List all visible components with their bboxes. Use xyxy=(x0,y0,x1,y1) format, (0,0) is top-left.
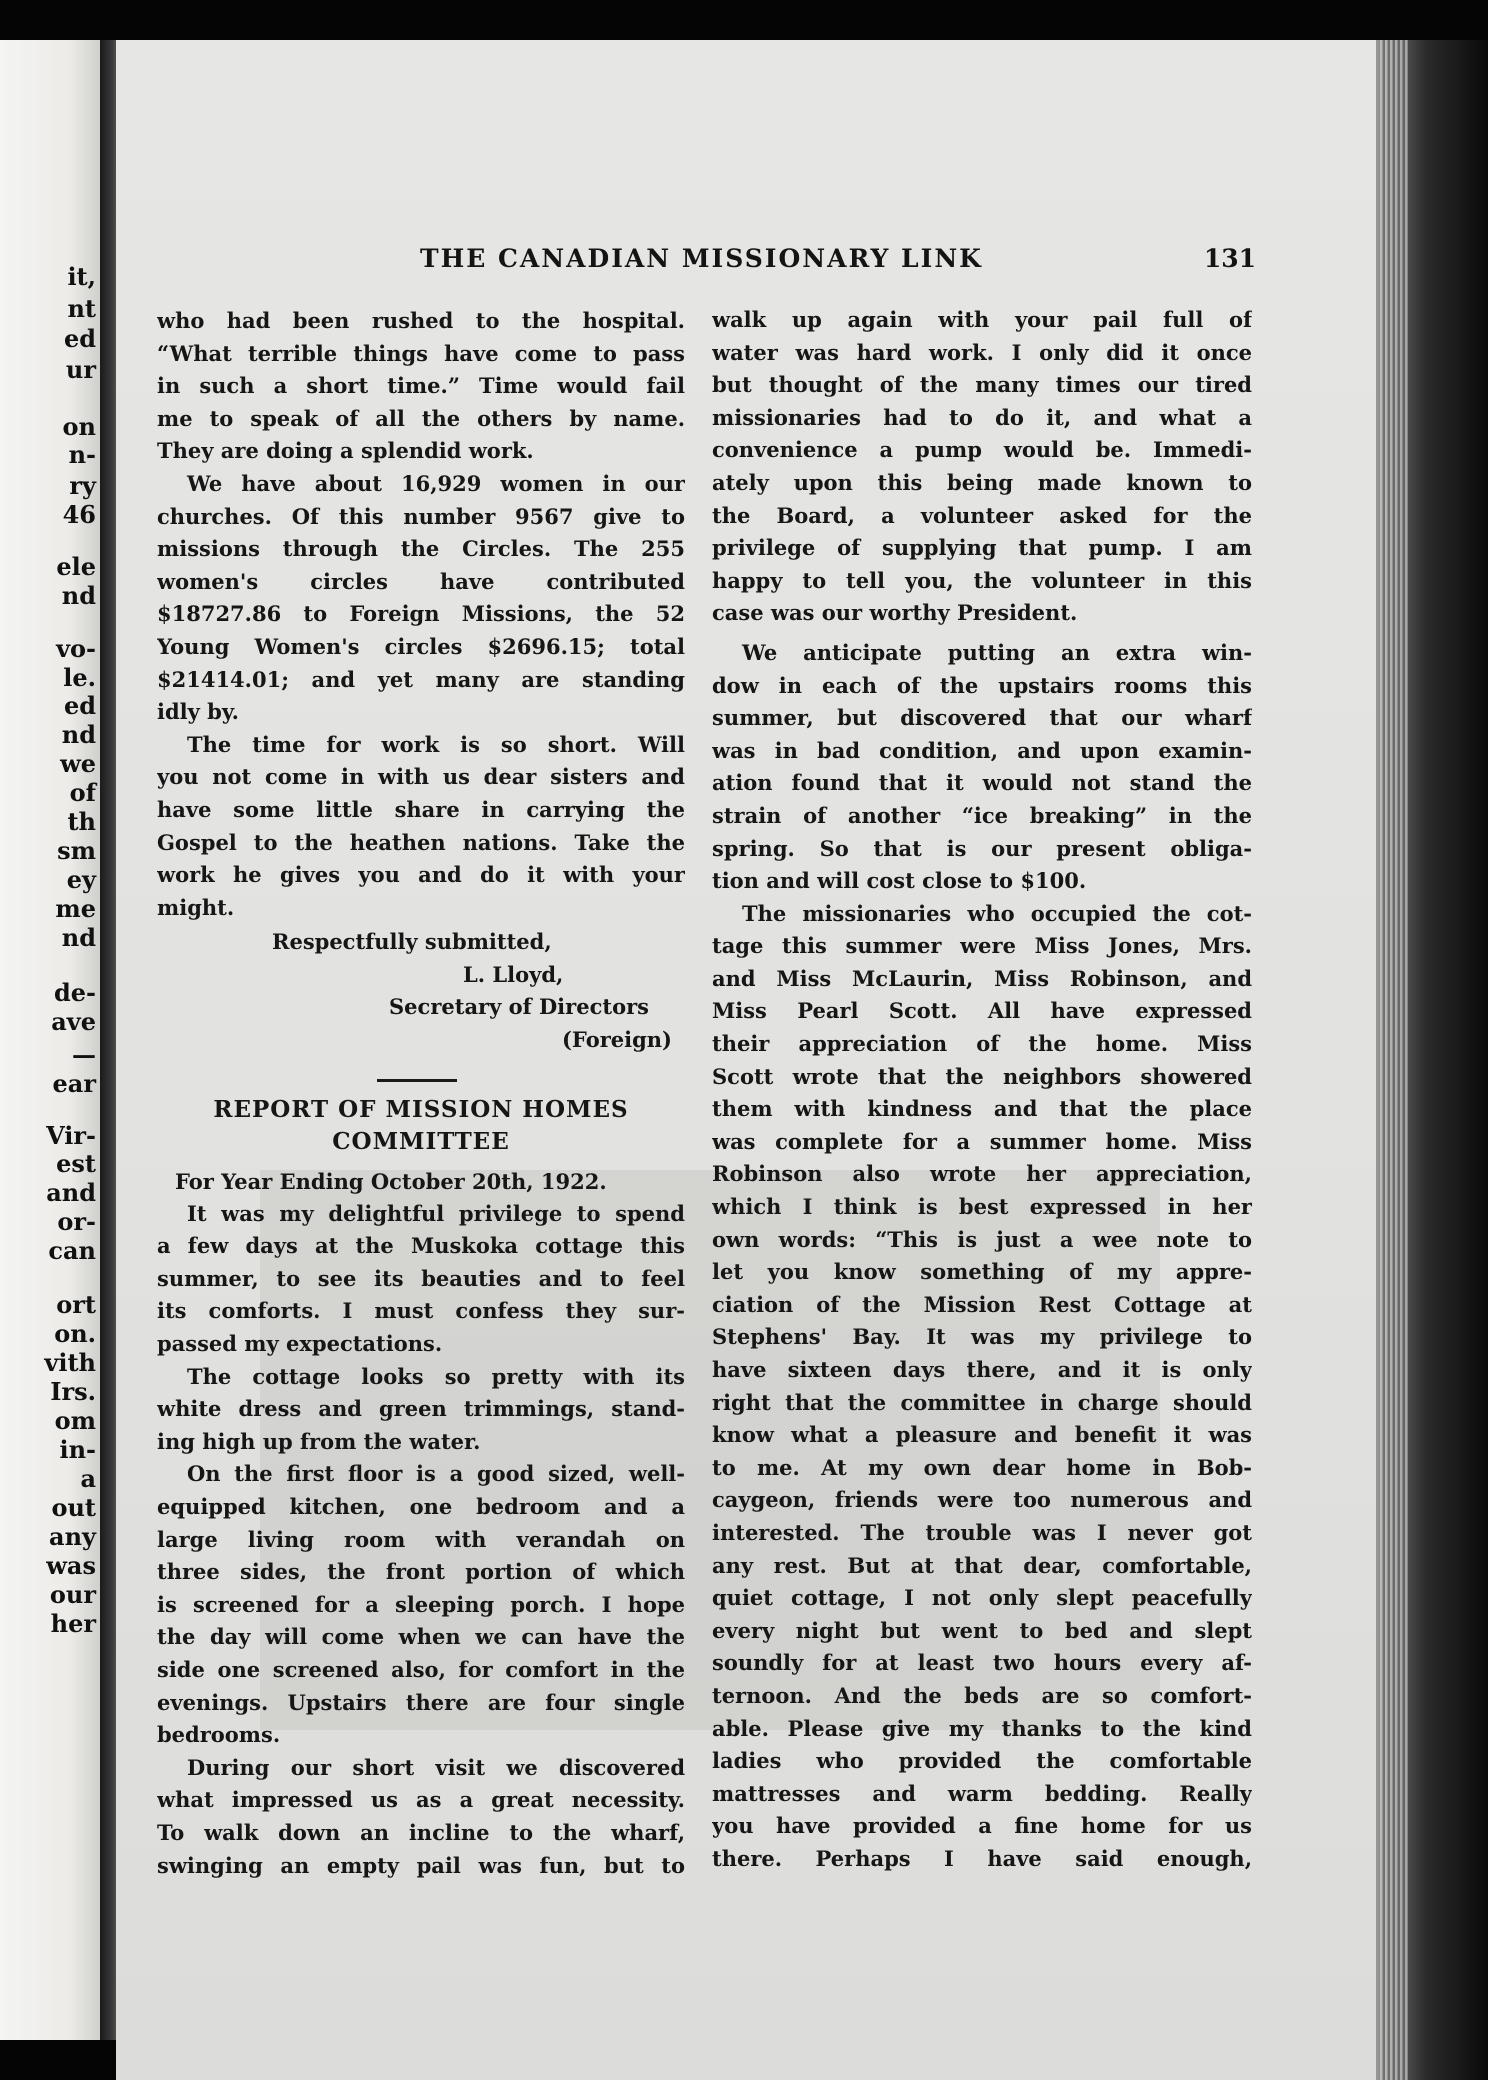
adjacent-page-fragment: on. xyxy=(54,1319,96,1348)
adjacent-page-fragment: nd xyxy=(61,923,96,952)
text-line: To walk down an incline to the wharf, xyxy=(157,1819,685,1845)
signature-name: L. Lloyd, xyxy=(463,961,564,987)
adjacent-page-fragment: ed xyxy=(63,324,96,353)
adjacent-page-fragment: and xyxy=(46,1178,96,1207)
text-line: We anticipate putting an extra win- xyxy=(742,639,1252,665)
text-line: right that the committee in charge should xyxy=(712,1389,1252,1415)
adjacent-page-fragment: ur xyxy=(65,355,96,384)
adjacent-page-fragment: le. xyxy=(63,663,96,692)
text-line: $21414.01; and yet many are standing xyxy=(157,666,685,692)
text-line: white dress and green trimmings, stand- xyxy=(157,1396,685,1422)
text-line: me to speak of all the others by name. xyxy=(157,405,685,431)
section-subheading: For Year Ending October 20th, 1922. xyxy=(175,1168,607,1194)
adjacent-page-fragment: we xyxy=(60,749,96,778)
adjacent-page-fragment: Vir- xyxy=(46,1121,96,1150)
text-line: During our short visit we discovered xyxy=(187,1754,685,1780)
adjacent-page-fragment: in- xyxy=(59,1435,96,1464)
text-line: women's circles have contributed xyxy=(157,568,685,594)
adjacent-page-fragment: out xyxy=(51,1493,96,1522)
text-line: quiet cottage, I not only slept peacefully xyxy=(712,1585,1252,1611)
text-line: missionaries had to do it, and what a xyxy=(712,404,1252,430)
paragraph-hospital xyxy=(157,305,685,468)
adjacent-page-fragment: ry xyxy=(69,471,96,500)
text-line: The cottage looks so pretty with its xyxy=(187,1363,685,1389)
adjacent-page-fragment: her xyxy=(50,1609,96,1638)
text-line: Gospel to the heathen nations. Take the xyxy=(157,829,685,855)
text-line: the Board, a volunteer asked for the xyxy=(712,502,1252,528)
adjacent-page-fragment: — xyxy=(72,1040,96,1069)
adjacent-page-fragment: ed xyxy=(63,691,96,720)
adjacent-page-fragment: nd xyxy=(61,720,96,749)
adjacent-page-edge xyxy=(0,40,100,2040)
text-line: churches. Of this number 9567 give to xyxy=(157,503,685,529)
text-line: “What terrible things have come to pass xyxy=(157,340,685,366)
adjacent-page-fragment: or- xyxy=(57,1207,96,1236)
adjacent-page-fragment: de- xyxy=(53,978,96,1007)
adjacent-page-fragment: any xyxy=(49,1522,96,1551)
adjacent-page-fragment: vo- xyxy=(56,634,96,663)
text-line: It was my delightful privilege to spend xyxy=(187,1200,685,1226)
text-line: have some little share in carrying the xyxy=(157,796,685,822)
adjacent-page-fragment: ear xyxy=(52,1069,96,1098)
adjacent-page-fragment: our xyxy=(49,1580,96,1609)
adjacent-page-fragment: ave xyxy=(51,1007,96,1036)
signature-title: Secretary of Directors xyxy=(389,994,649,1020)
header-title: THE CANADIAN MISSIONARY LINK xyxy=(420,244,983,273)
text-line: ciation of the Mission Rest Cottage at xyxy=(712,1291,1252,1317)
text-line: mattresses and warm bedding. Really xyxy=(712,1780,1252,1806)
text-line: might. xyxy=(157,894,235,920)
text-line: Robinson also wrote her appreciation, xyxy=(712,1161,1252,1187)
text-line: work he gives you and do it with your xyxy=(157,862,685,888)
text-line: evenings. Upstairs there are four single xyxy=(157,1689,685,1715)
text-line: happy to tell you, the volunteer in this xyxy=(712,567,1252,593)
text-line: let you know something of my appre- xyxy=(712,1259,1252,1285)
paragraph-cottage-look xyxy=(157,1361,685,1459)
paragraph-pump xyxy=(712,304,1252,630)
text-line: own words: “This is just a wee note to xyxy=(712,1226,1252,1252)
adjacent-page-fragment: can xyxy=(48,1236,96,1265)
adjacent-page-fragment: est xyxy=(56,1149,96,1178)
signature-block xyxy=(157,926,685,1056)
text-line: is screened for a sleeping porch. I hope xyxy=(157,1591,685,1617)
page-number: 131 xyxy=(1203,244,1256,273)
signature-closing: Respectfully submitted, xyxy=(272,929,552,955)
left-column xyxy=(157,305,685,1882)
text-line: bedrooms. xyxy=(157,1722,281,1748)
adjacent-page-fragment: 46 xyxy=(62,500,96,529)
adjacent-page-fragment: it, xyxy=(67,262,96,291)
text-line: privilege of supplying that pump. I am xyxy=(712,535,1252,561)
adjacent-page-fragment: nt xyxy=(67,294,96,323)
text-line: a few days at the Muskoka cottage this xyxy=(157,1233,685,1259)
text-line: Stephens' Bay. It was my privilege to xyxy=(712,1324,1252,1350)
right-column xyxy=(712,304,1252,1876)
section-title-line-1: REPORT OF MISSION HOMES xyxy=(213,1095,629,1123)
text-line: any rest. But at that dear, comfortable, xyxy=(712,1552,1252,1578)
section-divider xyxy=(377,1079,457,1082)
paragraph-muskoka-visit xyxy=(157,1198,685,1361)
adjacent-page-fragment: th xyxy=(67,807,96,836)
text-line: three sides, the front portion of which xyxy=(157,1559,685,1585)
text-line: summer, to see its beauties and to feel xyxy=(157,1265,685,1291)
adjacent-page-fragment: ort xyxy=(56,1290,96,1319)
paragraph-necessity xyxy=(157,1752,685,1882)
text-line: walk up again with your pail full of xyxy=(712,307,1252,332)
text-line: know what a pleasure and benefit it was xyxy=(712,1422,1252,1448)
text-line: On the first floor is a good sized, well- xyxy=(187,1461,685,1487)
text-line: idly by. xyxy=(157,699,239,725)
text-line: you have provided a fine home for us xyxy=(712,1813,1252,1839)
text-line: strain of another “ice breaking” in the xyxy=(712,802,1252,828)
text-line: have sixteen days there, and it is only xyxy=(712,1357,1252,1382)
text-line: and Miss McLaurin, Miss Robinson, and xyxy=(712,965,1252,991)
text-line: tage this summer were Miss Jones, Mrs. xyxy=(712,933,1252,959)
text-line: was in bad condition, and upon examin- xyxy=(712,737,1252,763)
adjacent-page-fragment: vith xyxy=(44,1348,96,1377)
text-line: interested. The trouble was I never got xyxy=(712,1519,1252,1545)
text-line: was complete for a summer home. Miss xyxy=(712,1128,1252,1154)
text-line: dow in each of the upstairs rooms this xyxy=(712,672,1252,698)
adjacent-page-fragment: a xyxy=(80,1464,96,1493)
text-line: but thought of the many times our tired xyxy=(712,372,1252,398)
paragraph-women-count xyxy=(157,468,685,729)
text-line: in such a short time.” Time would fail xyxy=(157,373,685,399)
text-line: swinging an empty pail was fun, but to xyxy=(157,1852,685,1878)
text-line: soundly for at least two hours every af- xyxy=(712,1650,1252,1676)
text-line: The missionaries who occupied the cot- xyxy=(742,900,1252,926)
adjacent-page-fragment: me xyxy=(55,894,96,923)
text-line: side one screened also, for comfort in the xyxy=(157,1656,685,1682)
text-line: convenience a pump would be. Immedi- xyxy=(712,437,1252,463)
text-line: missions through the Circles. The 255 xyxy=(157,536,685,562)
adjacent-page-fragment: ey xyxy=(66,865,96,894)
paragraph-appeal xyxy=(157,729,685,925)
paragraph-missionaries xyxy=(712,898,1252,1876)
text-line: who had been rushed to the hospital. xyxy=(157,308,685,333)
text-line: you not come in with us dear sisters and xyxy=(157,764,685,790)
text-line: spring. So that is our present obliga- xyxy=(712,835,1252,861)
text-line: ing high up from the water. xyxy=(157,1428,481,1454)
adjacent-page-fragment: om xyxy=(54,1406,96,1435)
text-line: the day will come when we can have the xyxy=(157,1624,685,1650)
text-line: equipped kitchen, one bedroom and a xyxy=(157,1494,685,1519)
text-line: ately upon this being made known to xyxy=(712,469,1252,495)
text-line: water was hard work. I only did it once xyxy=(712,339,1252,365)
text-line: tion and will cost close to $100. xyxy=(712,868,1087,894)
text-line: large living room with verandah on xyxy=(157,1526,685,1552)
adjacent-page-fragment: was xyxy=(46,1551,96,1580)
adjacent-page-fragment: n- xyxy=(68,440,96,469)
adjacent-page-fragment: of xyxy=(69,778,96,807)
text-line: which I think is best expressed in her xyxy=(712,1194,1252,1220)
text-line: Miss Pearl Scott. All have expressed xyxy=(712,998,1252,1024)
text-line: ation found that it would not stand the xyxy=(712,770,1252,796)
text-line: ladies who provided the comfortable xyxy=(712,1748,1252,1774)
paragraph-first-floor xyxy=(157,1458,685,1751)
text-line: its comforts. I must confess they sur- xyxy=(157,1298,685,1324)
text-line: case was our worthy President. xyxy=(712,600,1078,626)
text-line: caygeon, friends were too numerous and xyxy=(712,1487,1252,1513)
text-line: there. Perhaps I have said enough, xyxy=(712,1845,1252,1871)
text-line: their appreciation of the home. Miss xyxy=(712,1031,1252,1057)
text-line: passed my expectations. xyxy=(157,1331,443,1357)
adjacent-page-fragment: ele xyxy=(56,552,96,581)
text-line: Scott wrote that the neighbors showered xyxy=(712,1063,1252,1089)
text-line: ternoon. And the beds are so comfort- xyxy=(712,1682,1252,1708)
adjacent-page-fragment: on xyxy=(62,412,96,441)
section-title-line-2: COMMITTEE xyxy=(332,1127,510,1155)
signature-dept: (Foreign) xyxy=(562,1027,672,1053)
paragraph-window-wharf xyxy=(712,637,1252,898)
adjacent-page-fragment: Irs. xyxy=(50,1377,96,1406)
text-line: to me. At my own dear home in Bob- xyxy=(712,1454,1252,1480)
text-line: $18727.86 to Foreign Missions, the 52 xyxy=(157,601,685,627)
text-line: Young Women's circles $2696.15; total xyxy=(157,633,685,659)
running-header xyxy=(420,244,1320,284)
text-line: They are doing a splendid work. xyxy=(157,438,534,464)
text-line: what impressed us as a great necessity. xyxy=(157,1787,685,1813)
text-line: able. Please give my thanks to the kind xyxy=(712,1715,1252,1741)
adjacent-page-fragment: nd xyxy=(61,581,96,610)
text-line: The time for work is so short. Will xyxy=(187,731,685,757)
text-line: We have about 16,929 women in our xyxy=(187,470,685,496)
adjacent-page-fragment: sm xyxy=(57,836,96,865)
page-stack-edge xyxy=(1380,40,1408,2080)
text-line: summer, but discovered that our wharf xyxy=(712,705,1252,731)
text-line: every night but went to bed and slept xyxy=(712,1617,1252,1643)
text-line: them with kindness and that the place xyxy=(712,1096,1252,1122)
